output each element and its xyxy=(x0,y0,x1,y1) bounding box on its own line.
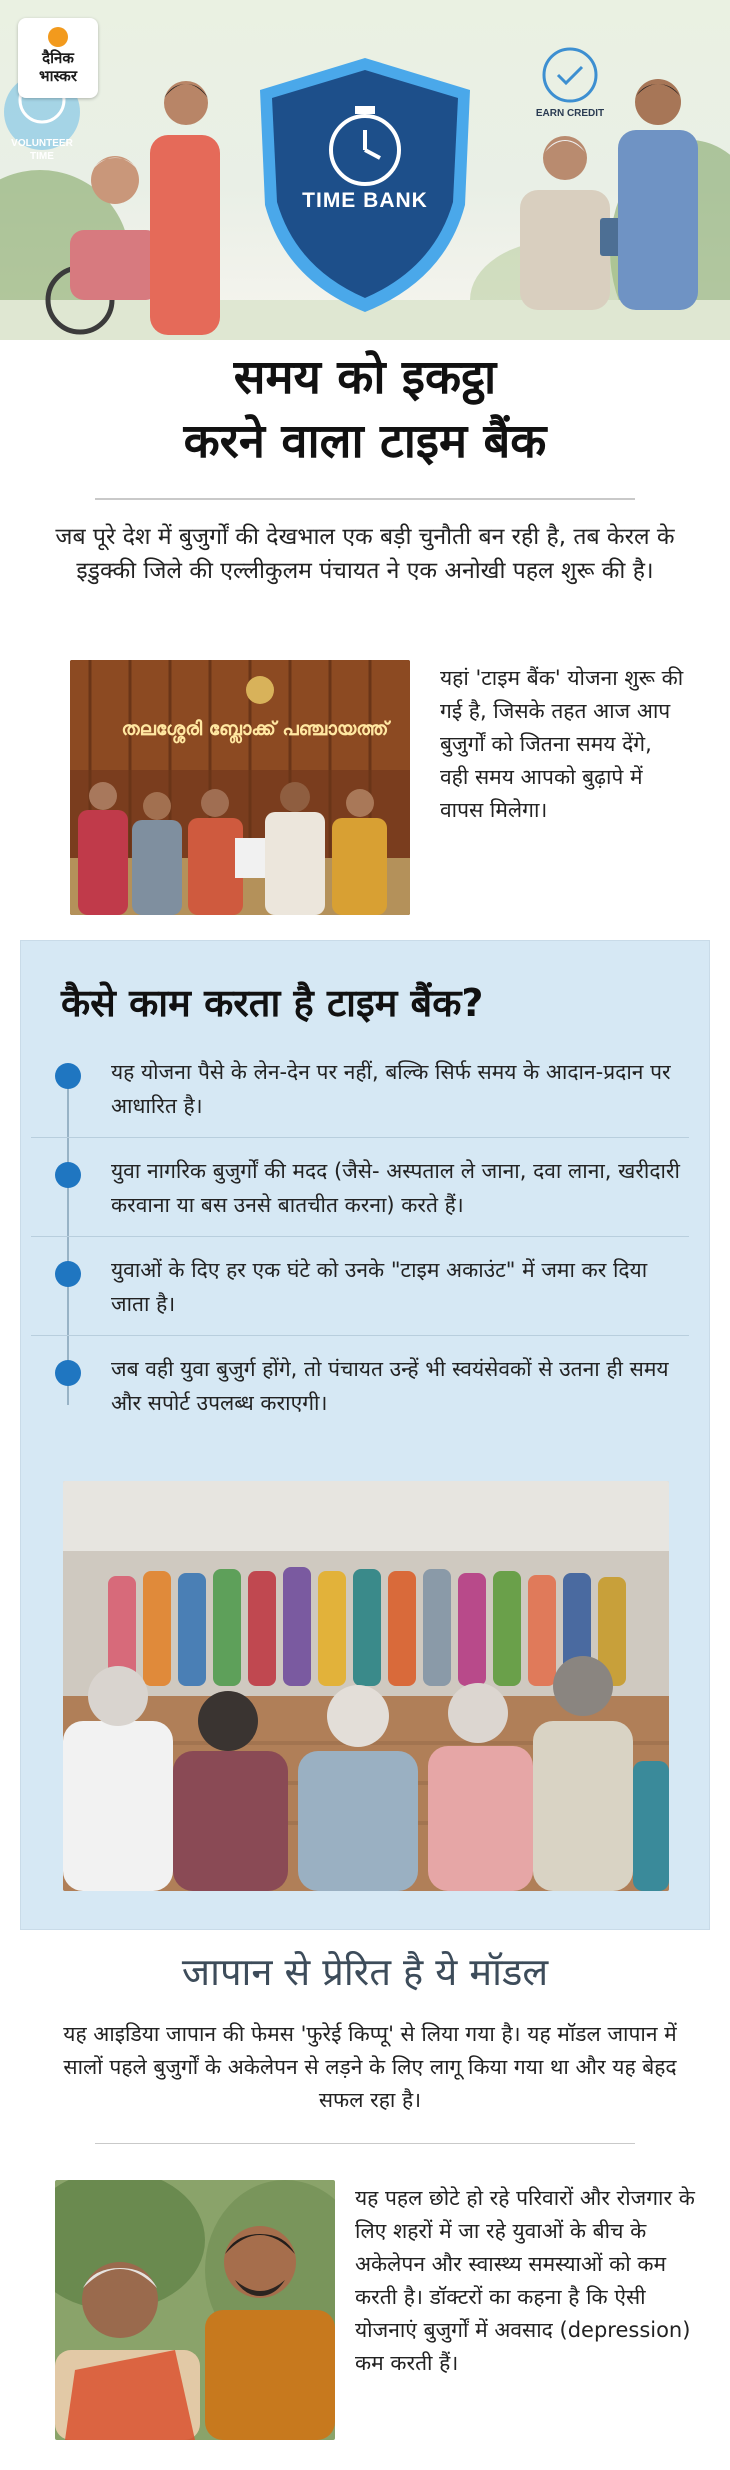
earn-credit-label: EARN CREDIT xyxy=(535,108,605,119)
how-it-works-panel xyxy=(20,940,710,1930)
closing-text: यह पहल छोटे हो रहे परिवारों और रोजगार के लिए शहरों में जा रहे युवाओं के बीच के अकेलेपन और स्वास्थ्य समस्याओं को कम करती है। डॉक्टरों का कहना है कि ऐसी योजनाएं बुजुर्गों में अवसाद (depression) कम करती हैं। xyxy=(355,2186,695,2375)
closing-photo-scene xyxy=(55,2180,335,2440)
volunteer-time-label xyxy=(2,137,82,163)
hero-illustration xyxy=(0,0,730,340)
dainik-bhaskar-logo[interactable] xyxy=(18,18,98,98)
list-item xyxy=(31,1053,689,1138)
gathering-photo-scene xyxy=(63,1481,669,1891)
list-item-text: जब वही युवा बुजुर्ग होंगे, तो पंचायत उन्हें भी स्वयंसेवकों से उतना ही समय और सपोर्ट उपलब्ध कराएगी। xyxy=(111,1357,669,1415)
photo-banner-text: തലശ്ശേരി ബ്ലോക്ക് പഞ്ചായത്ത് xyxy=(121,718,389,740)
list-item-text: युवाओं के दिए हर एक घंटे को उनके "टाइम अकाउंट" में जमा कर दिया जाता है। xyxy=(111,1258,648,1316)
elderly-woman-young-man-photo xyxy=(55,2180,335,2440)
japan-section-title: जापान से प्रेरित है ये मॉडल xyxy=(181,1950,549,1994)
list-item-text: यह योजना पैसे के लेन-देन पर नहीं, बल्कि सिर्फ समय के आदान-प्रदान पर आधारित है। xyxy=(111,1060,671,1118)
list-item xyxy=(31,1152,689,1237)
hero-scene xyxy=(0,0,730,340)
how-it-works-list xyxy=(31,1053,689,1448)
logo-text-line1: दैनिक xyxy=(42,49,74,67)
japan-section-text: यह आइडिया जापान की फेमस 'फुरेई किप्पू' से लिया गया है। यह मॉडल जापान में सालों पहले बुजुर्गों के अकेलेपन से लड़ने के लिए लागू किया गया था और यह बेहद सफल रहा है। xyxy=(63,2022,677,2112)
time-bank-shield-label: TIME BANK xyxy=(302,189,428,212)
how-it-works-title: कैसे काम करता है टाइम बैंक? xyxy=(61,981,484,1025)
intro-paragraph: जब पूरे देश में बुजुर्गों की देखभाल एक बड़ी चुनौती बन रही है, तब केरल के इडुक्की जिले की एल्लीकुलम पंचायत ने एक अनोखी पहल शुरू की है। xyxy=(55,524,675,584)
bullet-dot-icon xyxy=(55,1261,81,1287)
bullet-dot-icon xyxy=(55,1063,81,1089)
volunteer-label-line2: TIME xyxy=(30,151,54,162)
logo-text-line2: भास्कर xyxy=(39,67,77,85)
page-title xyxy=(0,340,730,474)
japan-divider xyxy=(95,2143,635,2144)
bullet-dot-icon xyxy=(55,1360,81,1386)
section1-text: यहां 'टाइम बैंक' योजना शुरू की गई है, जिसके तहत आज आप बुजुर्गों को जितना समय देंगे, वही समय आपको बुढ़ापे में वापस मिलेगा। xyxy=(440,666,684,822)
title-divider xyxy=(95,498,635,500)
list-item xyxy=(31,1350,689,1434)
list-item xyxy=(31,1251,689,1336)
title-line2: करने वाला टाइम बैंक xyxy=(183,414,547,469)
title-line1: समय को इकट्ठा xyxy=(233,350,497,405)
sun-icon xyxy=(48,27,68,47)
panchayat-photo xyxy=(70,660,410,915)
gathering-photo xyxy=(63,1481,669,1891)
volunteer-label-line1: VOLUNTEER xyxy=(11,138,73,149)
bullet-dot-icon xyxy=(55,1162,81,1188)
panchayat-photo-scene xyxy=(70,660,410,915)
list-item-text: युवा नागरिक बुजुर्गों की मदद (जैसे- अस्पताल ले जाना, दवा लाना, खरीदारी करवाना या बस उनसे बातचीत करना) करते हैं। xyxy=(111,1159,680,1217)
